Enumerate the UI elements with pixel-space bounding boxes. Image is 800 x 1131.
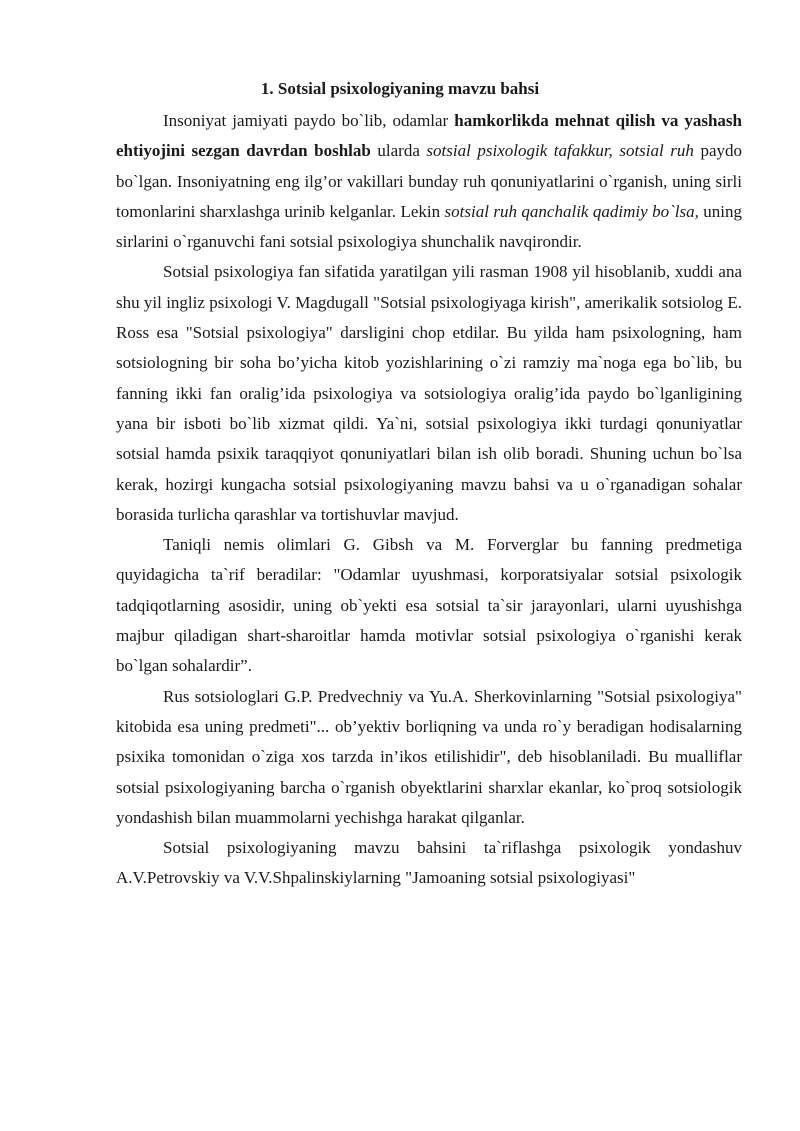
paragraph bbox=[116, 106, 742, 257]
paragraph-text: Taniqli nemis olimlari G. Gibsh va M. Forverglar bu fanning predmetiga quyidagicha ta`rif beradilar: "Odamlar uyushmasi, korporatsiyalar sotsial psixologik tadqiqotlarning asosidir, uning ob`yekti esa sotsial ta`sir jarayonlari, ularni uyushishga majbur qiladigan shart-sharoitlar hamda motivlar sotsial psixologiya o`rganishi kerak bo`lgan sohalardir”. bbox=[116, 535, 742, 676]
paragraph-text: Sotsial psixologiyaning mavzu bahsini ta`riflashga psixologik yondashuv A.V.Petrovskiy va V.V.Shpalinskiylarning "Jamoaning sotsial psixologiyasi" bbox=[116, 838, 742, 888]
document-body bbox=[116, 106, 742, 894]
paragraph-text: uning sirlarini o`rganuvchi fani sotsial psixologiya shunchalik navqirondir. bbox=[116, 201, 742, 252]
italic-text: sotsial psixologik tafakkur, sotsial ruh bbox=[426, 141, 694, 161]
paragraph bbox=[116, 833, 742, 894]
page-title: 1. Sotsial psixologiyaning mavzu bahsi bbox=[260, 79, 540, 98]
paragraph-text: Rus sotsiologlari G.P. Predvechniy va Yu.A. Sherkovinlarning "Sotsial psixologiya" kitobida esa uning predmeti"... ob’yektiv borliqning va unda ro`y beradigan hodisalarning psixika tomonidan o`ziga xos tarzda in’ikos etilishidir", deb hisoblaniladi. Bu mualliflar sotsial psixologiyaning barcha o`rganish obyektlarini sharxlar ekanlar, ko`proq sotsiologik yondashish bilan muammolarni yechishga harakat qilganlar. bbox=[116, 686, 742, 827]
paragraph bbox=[116, 257, 742, 530]
paragraph bbox=[116, 530, 742, 681]
paragraph-text: Sotsial psixologiya fan sifatida yaratilgan yili rasman 1908 yil hisoblanib, xuddi ana shu yil ingliz psixologi V. Magdugall "Sotsial psixologiyaga kirish", amerikalik sotsiolog E. Ross esa "Sotsial psixologiya" darsligini chop etdilar. Bu yilda ham psixologning, ham sotsiologning bir soha bo’yicha kitob yozishlarining o`zi ramziy ma`noga ega bo`lib, bu fanning ikki fan oralig’ida psixologiya va sotsiologiya oralig’ida paydo bo`lganligining yana bir isboti bo`lib xizmat qildi. Ya`ni, sotsial psixologiya ikki turdagi qonuniyatlar sotsial hamda psixik taraqqiyot qonuniyatlari bilan ish olib boradi. Shuning uchun bo`lsa kerak, hozirgi kungacha sotsial psixologiyaning mavzu bahsi va u o`rganadigan sohalar borasida turlicha qarashlar va tortishuvlar mavjud. bbox=[116, 262, 742, 524]
paragraph-text: ularda bbox=[370, 141, 427, 161]
paragraph-text: paydo bo`lgan. Insoniyatning eng ilg’or vakillari bunday ruh qonuniyatlarini o`rganish, uning sirli tomonlarini sharxlashga urinib kelganlar. Lekin bbox=[116, 141, 742, 221]
italic-text: sotsial ruh qanchalik qadimiy bo`lsa, bbox=[444, 201, 699, 221]
bold-text: hamkorlikda mehnat qilish va yashash ehtiyojini sezgan davrdan boshlab bbox=[116, 111, 742, 161]
paragraph-text: Insoniyat jamiyati paydo bo`lib, odamlar bbox=[163, 111, 455, 130]
paragraph bbox=[116, 682, 742, 833]
